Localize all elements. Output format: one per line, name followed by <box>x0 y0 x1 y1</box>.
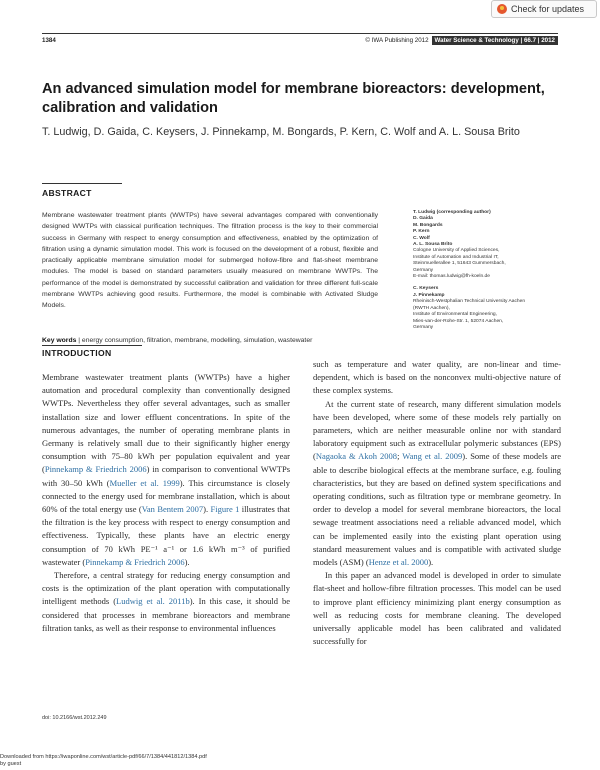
download-by: by guest <box>0 761 22 767</box>
citation-link[interactable]: Ludwig et al. 2011b <box>116 596 190 607</box>
abstract-rule <box>42 183 122 184</box>
download-url: Downloaded from https://iwaponline.com/wst/article-pdf/66/7/1384/441812/1384.pdf <box>0 754 207 760</box>
copyright: © IWA Publishing 2012 <box>365 37 429 44</box>
check-for-updates-button[interactable] <box>491 0 597 18</box>
check-for-updates-label: Check for updates <box>511 4 585 14</box>
paragraph: In this paper an advanced model is developed in order to simulate flat-sheet and hollow-fibre filtration processes. This model can be used to improve plant efficiency minimizing plant energy consumption as well as reducing costs for membrane cleaning. The developed universally applicable model has been calibrated and validated successfully for <box>313 570 561 647</box>
affil-line: C. Keysers <box>413 286 439 292</box>
keywords-list: energy consumption, filtration, membrane, modelling, simulation, wastewater <box>81 337 313 344</box>
keywords-label: Key words <box>42 337 77 344</box>
introduction-heading: INTRODUCTION <box>42 348 112 358</box>
affil-line: J. Pinnekamp <box>413 292 445 298</box>
author-list: T. Ludwig, D. Gaida, C. Keysers, J. Pinnekamp, M. Bongards, P. Kern, C. Wolf and A. L. Sousa Brito <box>42 126 520 138</box>
citation-link[interactable]: Pinnekamp & Friedrich 2006 <box>44 464 147 475</box>
affil-line: D. Gaida <box>413 216 433 222</box>
citation-link[interactable]: Mueller et al. 1999 <box>109 477 180 488</box>
journal-year: 2012 <box>541 37 555 44</box>
journal-volume: 66.7 <box>523 37 537 44</box>
doi: doi: 10.2166/wst.2012.249 <box>42 715 107 721</box>
journal-name: Water Science & Technology <box>434 37 519 44</box>
paragraph: Membrane wastewater treatment plants (WWTPs) have a higher automation and procedural complexity than conventionally designed WWTPs. Nevertheless they offer several advantages, such as smaller installation size and lower effluent concentrations. In spite of the numerous advantages, the number of operating membrane plants in Germany is relatively small due to their significantly higher energy consumption with 75–80 kWh per population equivalent and year (Pinnekamp & Friedrich 2006) in comparison to conventional WWTPs with 30–50 kWh (Mueller et al. 1999). This circumstance is closely connected to the energy used for membrane installation, which is about 60% of the total energy use (Van Bentem 2007). Figure 1 illustrates that the filtration is the key process with respect to energy consumption and effectiveness. Typically, these plants have an electric energy consumption of 70 kWh PE⁻¹ a⁻¹ or 1.6 kWh m⁻³ of purified wastewater (Pinnekamp & Friedrich 2006). <box>42 372 291 567</box>
affil-line: Rheinisch-Westphalian Technical University Aachen <box>413 299 526 305</box>
affil-line: Germany <box>413 324 434 330</box>
citation-link[interactable]: Van Bentem 2007 <box>141 504 204 515</box>
affil-line: P. Kern <box>413 229 430 235</box>
affil-line: Mies-van-der-Rohe-Str. 1, 52074 Aachen, <box>413 318 504 324</box>
abstract-text: Membrane wastewater treatment plants (WWTPs) have several advantages compared with conventionally designed WWTPs with classical purification techniques. The filtration process is the key to their commercial success in Germany with respect to energy consumption and effectiveness, enabled by the optimization of filtration using a dynamic simulation model. This work is focused on the development of a robust, flexible and practically applicable membrane simulation model for submerged hollow-fibre and flat-sheet membrane modules. The model is based on standard parameters usually measured on membrane WWTPs. The performance of the model is demonstrated by successful calibration and validation for three different full-scale membrane WWTPs achieving good results. Furthermore, the model is combinable with Activated Sludge Models. <box>42 212 378 310</box>
citation-link[interactable]: Pinnekamp & Friedrich 2006 <box>85 556 185 567</box>
paragraph: Therefore, a central strategy for reducing energy consumption and costs is the optimization of the plant operation with computationally intelligent methods (Ludwig et al. 2011b). In this case, it should be considered that processes in membrane bioreactors and membrane filtration tanks, as well as their response to environmental influences <box>42 570 290 633</box>
affiliations <box>413 210 563 331</box>
running-header <box>42 35 558 46</box>
figure-link[interactable]: Figure 1 <box>210 504 240 515</box>
header-rule <box>42 33 558 34</box>
left-column <box>42 371 290 635</box>
affil-line: A. L. Sousa Brito <box>413 242 453 248</box>
affil-line: Germany <box>413 267 434 273</box>
affil-email: E-mail: thomas.ludwig@fh-koeln.de <box>413 274 490 280</box>
affil-line: Institute of Environmental Engineering, <box>413 312 498 318</box>
crossmark-icon <box>497 4 507 14</box>
page-number: 1384 <box>42 37 56 44</box>
journal-box: Water Science & Technology | 66.7 | 2012 <box>432 36 558 45</box>
affil-line: C. Wolf <box>413 235 430 241</box>
keywords: Key words | energy consumption, filtration, membrane, modelling, simulation, wastewater <box>42 337 313 344</box>
citation-link[interactable]: Henze et al. 2000 <box>368 557 429 568</box>
introduction-rule <box>42 345 142 346</box>
affil-line: Cologne University of Applied Sciences, <box>413 248 500 254</box>
affil-line: Institute of Automation and Industrial IT, <box>413 254 499 260</box>
affil-line: M. Bongards <box>413 222 443 228</box>
affil-line: T. Ludwig (corresponding author) <box>413 210 491 215</box>
citation-link[interactable]: Nagaoka & Akoh 2008 <box>315 451 398 462</box>
paragraph: At the current state of research, many different simulation models have been developed, where some of these models rely partially on parameters, which are neither measurable online nor with standard laboratory equipment such as extracellular polymeric substances (EPS) (Nagaoka & Akoh 2008; Wang et al. 2009). Some of these models are able to describe biological effects at the membrane surface, e.g. fouling characteristics, but they are based on defined system specifications and operating conditions, such as filtration type or membrane geometry. In order to develop a model for several membrane bioreactors, the local sewage treatment associations need a reliable advanced model, which can be implemented easily into the existing plant operation using standard measurement values and is compatible with activated sludge models (ASM) (Henze et al. 2000). <box>313 398 561 568</box>
paragraph: such as temperature and water quality, are non-linear and time-dependent, which is based on the nonconvex multi-objective nature of these complex systems. <box>313 359 561 396</box>
affil-line: (RWTH Aachen), <box>413 305 450 311</box>
affil-line: Steinmuellerallee 1, 51643 Gummersbach, <box>413 261 506 267</box>
download-notice <box>0 754 207 768</box>
header-journal-info <box>365 36 558 45</box>
citation-link[interactable]: Wang et al. 2009 <box>402 451 463 462</box>
right-column <box>313 358 561 648</box>
abstract-heading: ABSTRACT <box>42 188 92 198</box>
article-title: An advanced simulation model for membrane bioreactors: development, calibration and validation <box>42 81 545 116</box>
